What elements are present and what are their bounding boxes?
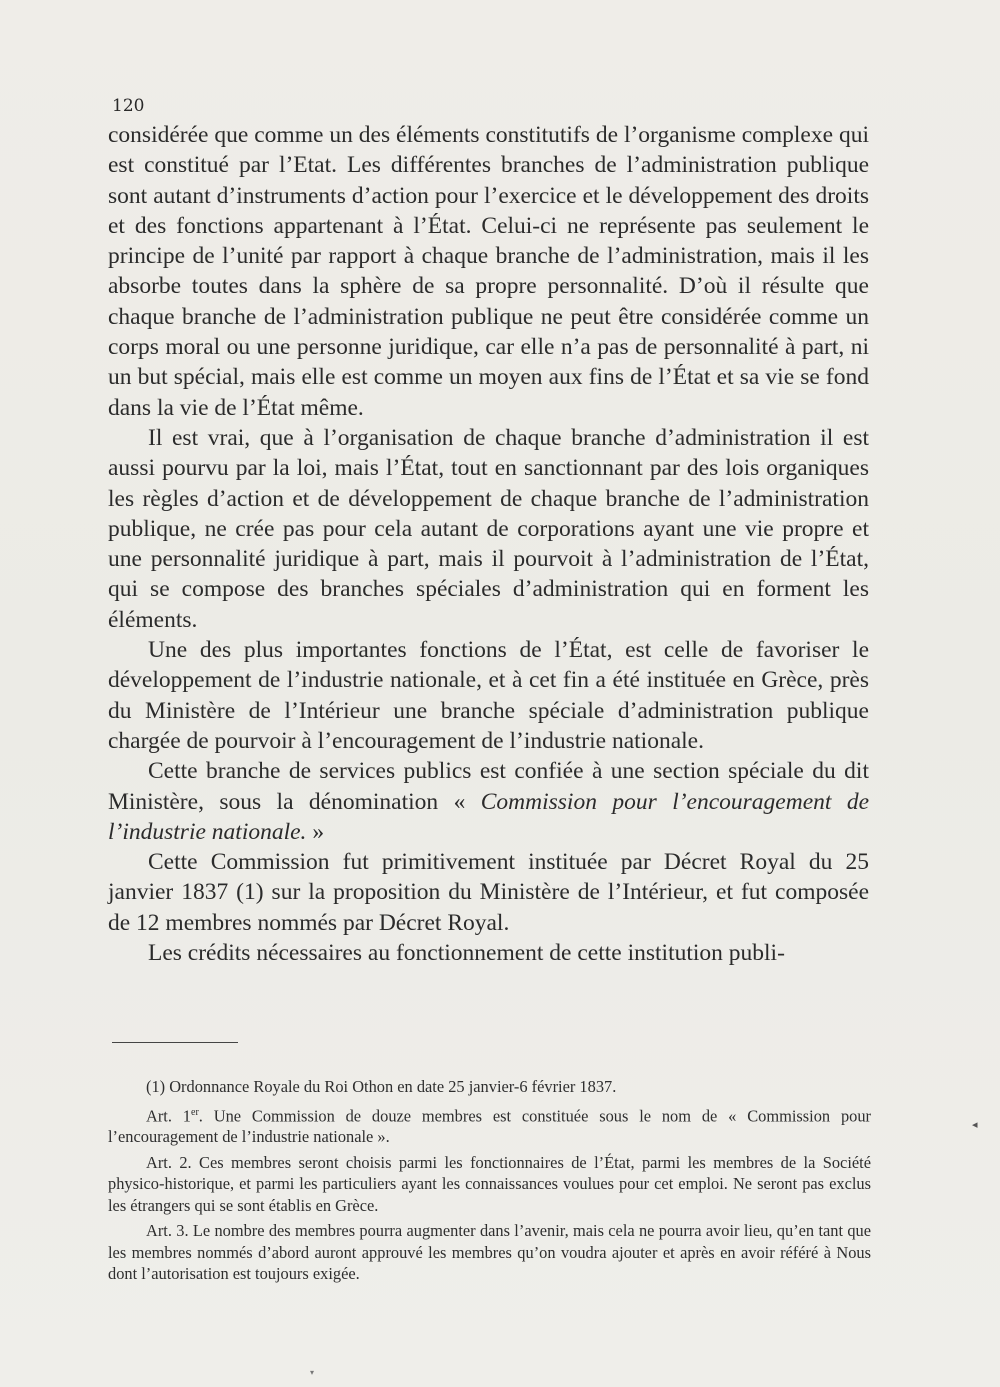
paragraph-continuation: considérée que comme un des éléments constitutifs de l’organisme complexe qui est constitué par l’Etat. Les différentes branches de l’administration publique sont autant d’instruments d’action pour l’exercice et le développement des droits et des fonctions appartenant à l’État. Celui-ci ne représente pas seulement le principe de l’unité par rapport à chaque branche de l’administration, mais il les absorbe toutes dans la sphère de sa propre personnalité. D’où il résulte que chaque branche de l’administration publique ne peut être considérée comme un corps moral ou une personne juridique, car elle n’a pas de personnalité à part, ni un but spécial, mais elle est comme un moyen aux fins de l’État et sa vie se fond dans la vie de l’État même. (108, 122, 869, 421)
paragraph-text: Cette branche de services publics est confiée à une section spéciale du dit Ministère, sous la dénomination « (108, 758, 869, 815)
speck-mark-icon: ▾ (310, 1368, 315, 1377)
main-text (108, 120, 869, 968)
commission-name-italic: Commission pour l’encouragement de l’industrie nationale. (108, 788, 870, 845)
footnotes (108, 1076, 871, 1289)
paragraph-text: » (306, 818, 325, 845)
paragraph-commission-name (108, 756, 869, 847)
paragraph: Une des plus importantes fonctions de l’État, est celle de favoriser le développement de l’industrie nationale, et à cet fin a été instituée en Grèce, près du Ministère de l’Intérieur une branche spéciale d’administration publique chargée de pourvoir à l’encouragement de l’industrie nationale. (108, 637, 869, 754)
paragraph: Cette Commission fut primitivement instituée par Décret Royal du 25 janvier 1837 (1) sur la proposition du Ministère de l’Intérieur, et fut composée de 12 membres nommés par Décret Royal. (108, 849, 869, 936)
footnote-article-1 (108, 1102, 871, 1148)
footnote-text: Art. 1 (146, 1105, 191, 1125)
footnote-article-2: Art. 2. Ces membres seront choisis parmi les fonctionnaires de l’État, parmi les membres de la Société physico-historique, et parmi les particuliers ayant les connaissances voulues pour cet emploi. Ne seront pas exclus les étrangers qui se sont établis en Grèce. (108, 1152, 871, 1215)
footnote-text: . Une Commission de douze membres est constituée sous le nom de « Commission pour l’encouragement de l’industrie nationale ». (108, 1105, 871, 1147)
footnote-article-3: Art. 3. Le nombre des membres pourra augmenter dans l’avenir, mais cela ne pourra avoir lieu, qu’en tant que les membres nommés d’abord auront approuvé les membres qu’on voudra ajouter et après en avoir référé à Nous dont l’autorisation est toujours exigée. (108, 1221, 871, 1284)
paragraph: Il est vrai, que à l’organisation de chaque branche d’administration il est aussi pourvu par la loi, mais l’État, tout en sanctionnant par des lois organiques les règles d’action et de développement de chaque branche de l’administration publique, ne crée pas pour cela autant de corporations ayant une vie propre et une personnalité juridique à part, mais il pourvoit à l’administration de l’État, qui se compose des branches spéciales d’administration qui en forment les éléments. (108, 424, 869, 633)
page-number: 120 (112, 96, 145, 116)
footnote: (1) Ordonnance Royale du Roi Othon en date 25 janvier-6 février 1837. (146, 1077, 617, 1096)
footnote-separator (112, 1042, 238, 1043)
superscript: er (191, 1106, 199, 1118)
margin-mark-icon: ◂ (972, 1118, 978, 1131)
paragraph: Les crédits nécessaires au fonctionnement de cette institution publi- (148, 940, 785, 967)
